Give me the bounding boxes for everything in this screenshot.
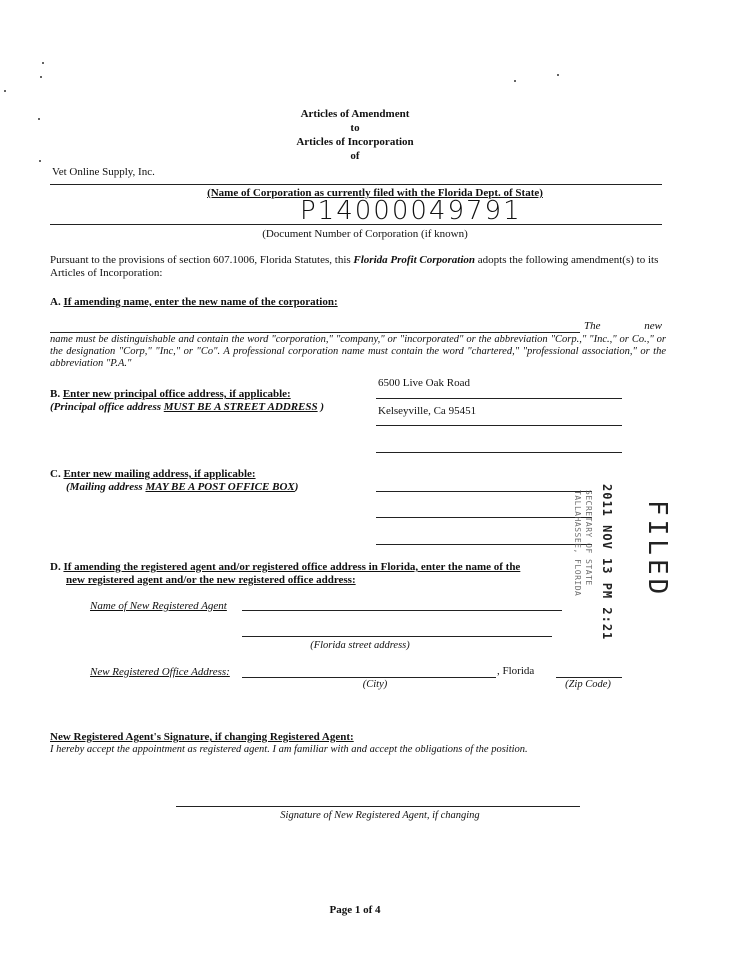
section-b-subheading (50, 401, 324, 413)
filed-stamp: FILED (642, 500, 672, 599)
intro-text-end: adopts the following amendment(s) to its Articles of Incorporation: (50, 254, 659, 279)
office-city-line[interactable] (242, 677, 496, 678)
document-number-handwritten: P14000049791 (300, 196, 522, 226)
intro-paragraph (50, 254, 662, 280)
document-number-line (50, 224, 662, 225)
agent-name-line[interactable] (242, 610, 562, 611)
signature-heading: New Registered Agent's Signature, if changing Registered Agent: (50, 731, 354, 743)
form-title-line2: to (350, 122, 360, 134)
scan-speck (39, 160, 41, 162)
section-b-sub-post: ) (317, 401, 325, 413)
section-a-label: A. (50, 296, 61, 308)
scan-speck (42, 62, 44, 64)
section-d-heading-line2: new registered agent and/or the new registered office address: (66, 574, 356, 586)
section-d-heading-line1: If amending the registered agent and/or registered office address in Florida, enter the name of the (63, 561, 521, 573)
section-d-label: D. (50, 561, 61, 573)
section-c-subheading (66, 481, 298, 493)
scan-speck (4, 90, 6, 92)
form-title-line3: Articles of Incorporation (296, 136, 414, 148)
signature-line[interactable] (176, 806, 580, 807)
agent-name-label: Name of New Registered Agent (90, 600, 227, 612)
section-b-heading (50, 388, 291, 400)
intro-text: Pursuant to the provisions of section 607.1006, Florida Statutes, this (50, 254, 354, 266)
section-a-note-start: The new (584, 320, 662, 332)
signature-caption: Signature of New Registered Agent, if changing (280, 810, 480, 821)
section-b-sub-pre: (Principal office address (50, 401, 164, 413)
agent-street-line[interactable] (242, 636, 552, 637)
section-b-heading-text: Enter new principal office address, if applicable: (62, 388, 291, 400)
intro-corporation-type: Florida Profit Corporation (353, 254, 476, 266)
corporation-name-caption: (Name of Corporation as currently filed with the Florida Dept. of State) (207, 187, 543, 199)
office-zip-line[interactable] (556, 677, 622, 678)
zip-caption: (Zip Code) (565, 679, 611, 690)
principal-address-line1: 6500 Live Oak Road (378, 377, 470, 389)
agent-street-caption: (Florida street address) (310, 640, 410, 651)
florida-label: , Florida (497, 665, 535, 677)
section-d-heading (50, 561, 520, 574)
principal-address-line3-rule[interactable] (376, 452, 622, 453)
section-c-label: C. (50, 468, 61, 480)
new-name-line[interactable] (50, 332, 580, 333)
principal-address-line2-rule (376, 425, 622, 426)
section-b-label: B. (50, 388, 61, 400)
office-address-label: New Registered Office Address: (90, 666, 230, 678)
section-b-sub-emph: MUST BE A STREET ADDRESS (163, 401, 318, 413)
page-number: Page 1 of 4 (329, 904, 381, 916)
scan-speck (514, 80, 516, 82)
section-a-heading (50, 296, 338, 308)
scan-speck (557, 74, 559, 76)
scan-speck (40, 76, 42, 78)
corporation-name-line (50, 184, 662, 185)
principal-address-line2: Kelseyville, Ca 95451 (378, 405, 477, 417)
section-a-heading-text: If amending name, enter the new name of the corporation: (63, 296, 338, 308)
filed-stamp-date: 2011 NOV 13 PM 2:21 (600, 484, 614, 641)
principal-address-line1-rule (376, 398, 622, 399)
section-c-heading-text: Enter new mailing address, if applicable: (63, 468, 256, 480)
section-c-sub-emph: MAY BE A POST OFFICE BOX (145, 481, 295, 493)
filed-stamp-office: SECRETARY OF STATE TALLAHASSEE, FLORIDA (573, 490, 593, 597)
signature-statement: I hereby accept the appointment as registered agent. I am familiar with and accept the obligations of the position. (50, 744, 528, 755)
section-c-sub-pre: (Mailing address (66, 481, 146, 493)
document-number-caption: (Document Number of Corporation (if known) (262, 228, 468, 240)
city-caption: (City) (362, 679, 388, 690)
form-title-line1: Articles of Amendment (300, 108, 410, 120)
section-a-note: name must be distinguishable and contain the word "corporation," "company," or "incorporated" or the abbreviation "Corp.," "Inc.," or Co.," or the designation "Corp," "Inc," or "Co". A professional corporation name must contain the word "chartered," "professional association," or the abbreviation "P.A." (50, 334, 666, 369)
form-title-line4: of (350, 150, 360, 162)
section-c-sub-post: ) (294, 481, 299, 493)
section-c-heading (50, 468, 256, 480)
scan-speck (38, 118, 40, 120)
corporation-name: Vet Online Supply, Inc. (52, 166, 155, 178)
